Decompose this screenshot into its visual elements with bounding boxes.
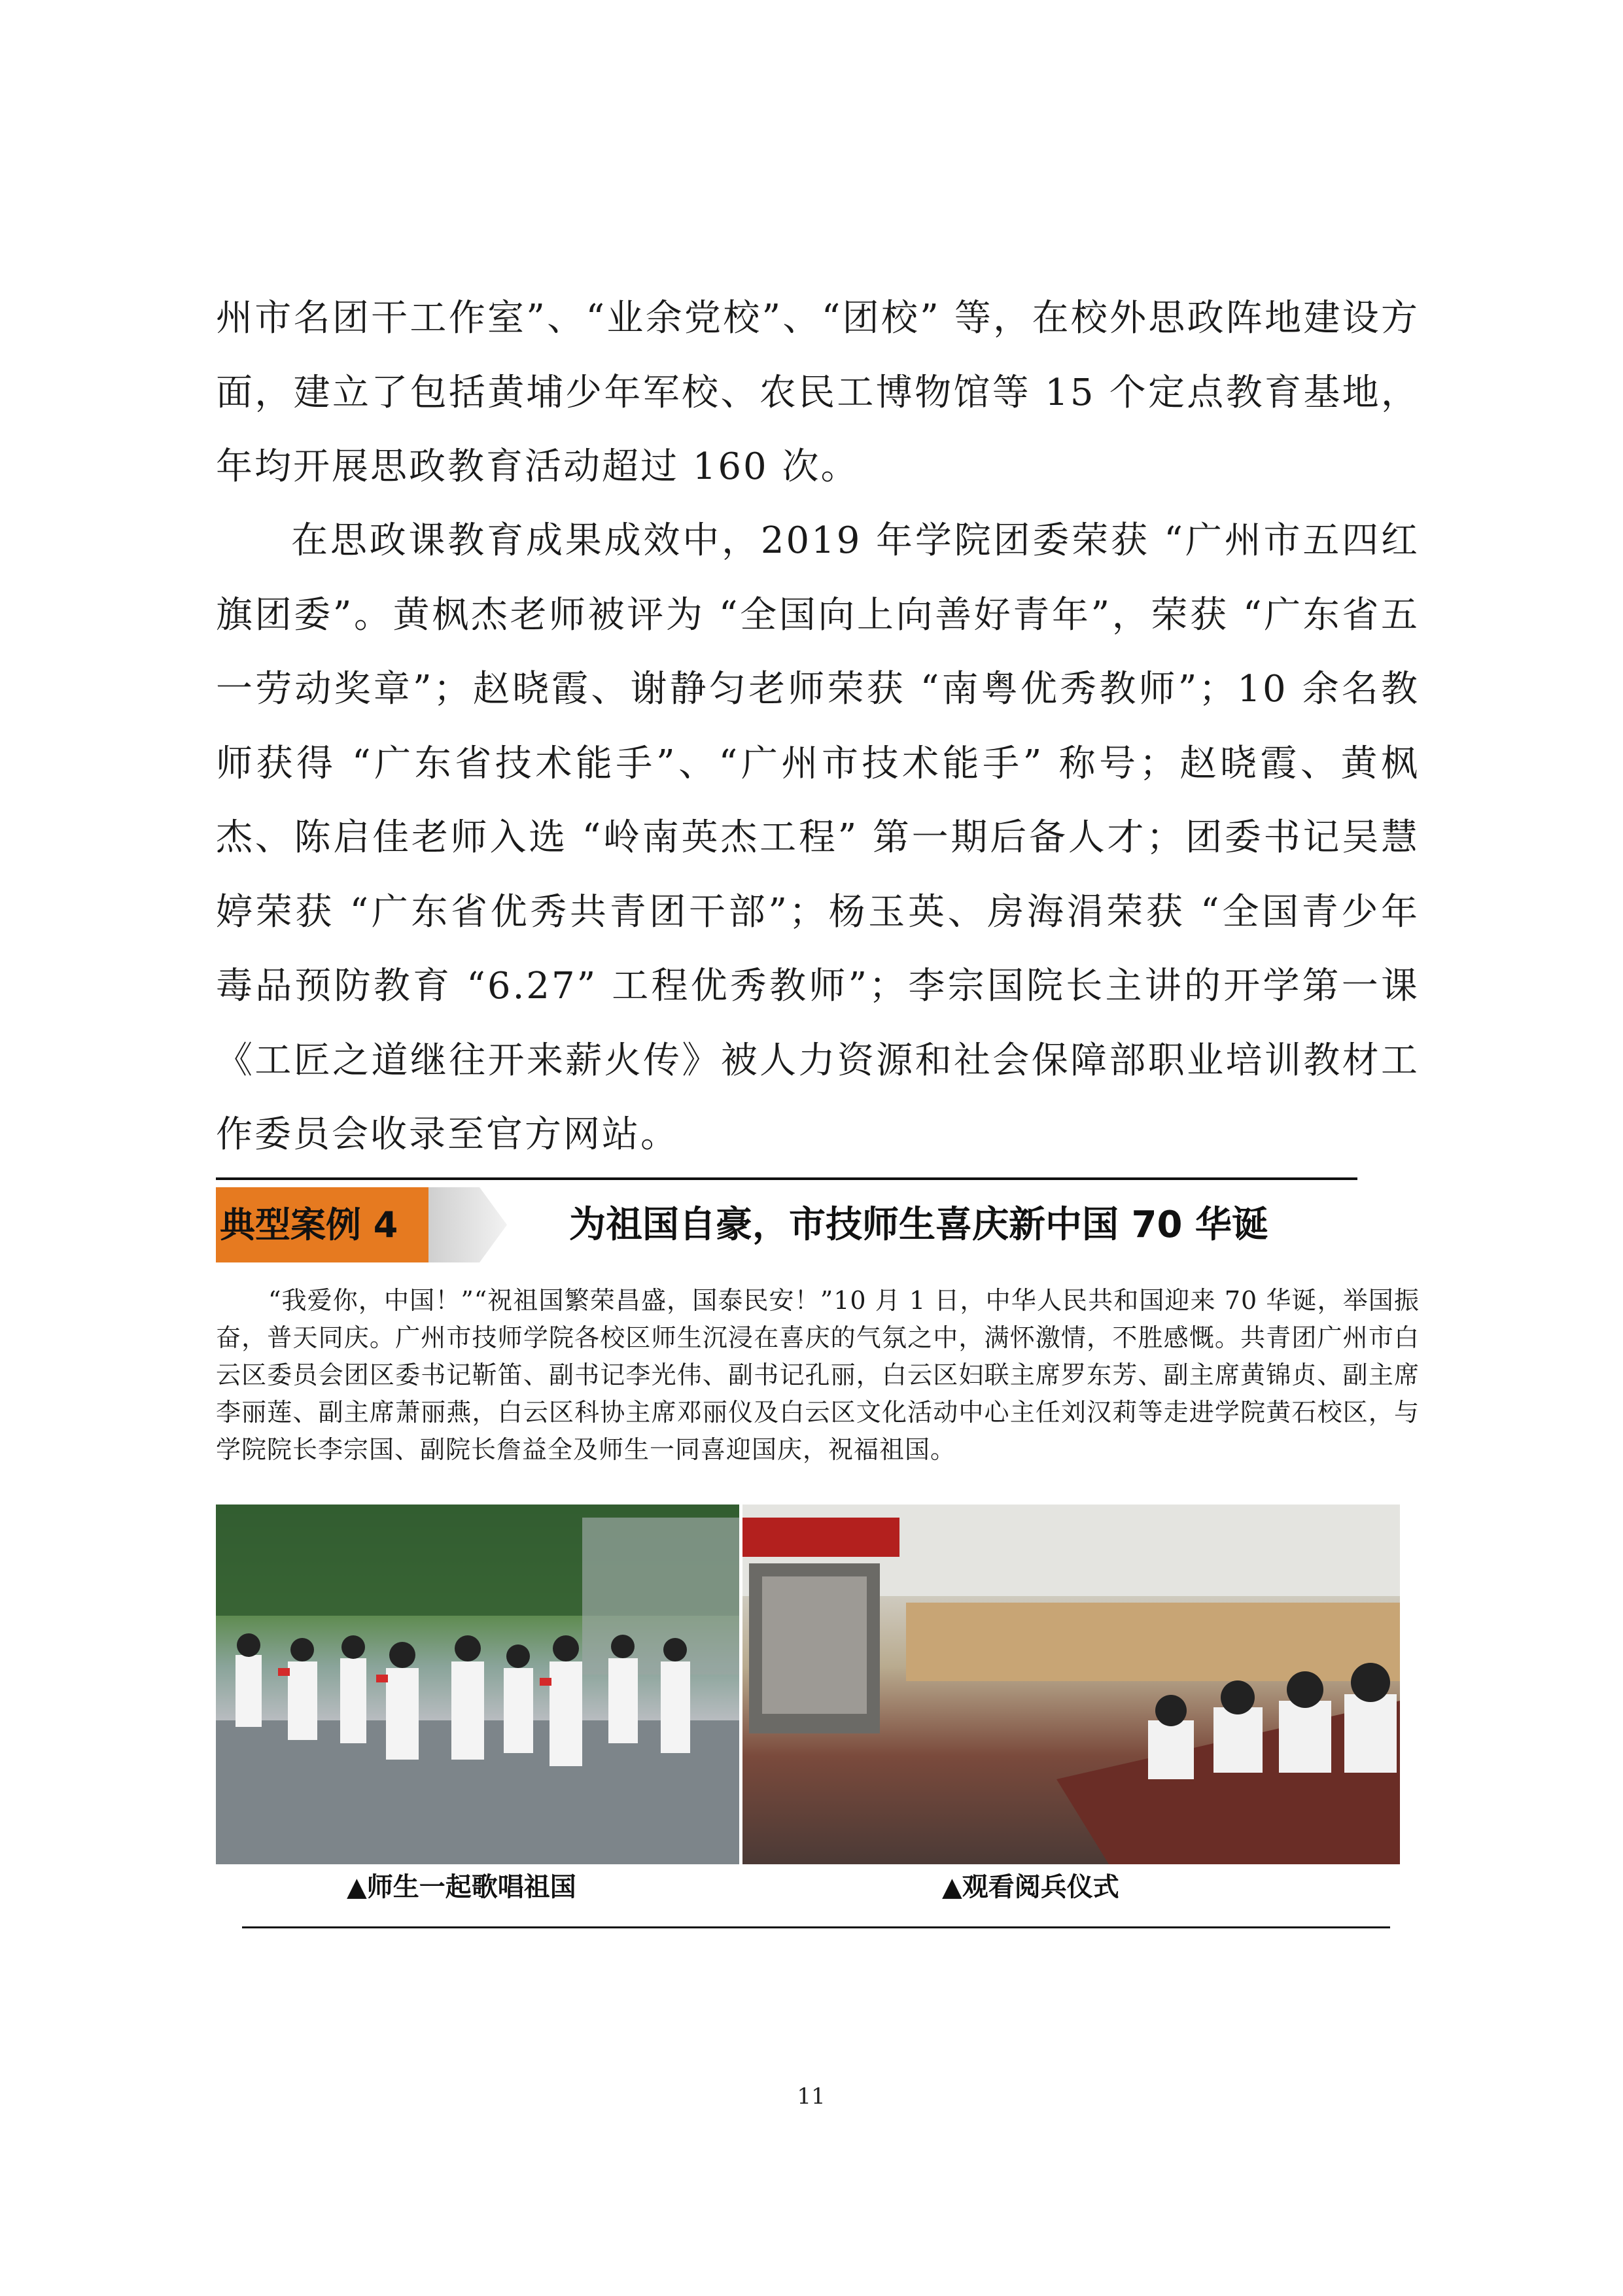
case-tag: 典型案例 4 [216,1187,428,1262]
photo-watching-parade [742,1505,1400,1864]
auditorium-illustration [742,1505,1400,1864]
photo-caption-left: ▲师生一起歌唱祖国 [347,1872,576,1902]
case-top-rule [216,1177,1357,1180]
photo-singing-together [216,1505,739,1864]
case-bottom-rule [242,1926,1390,1928]
body-paragraph-2: 在思政课教育成果成效中，2019 年学院团委荣获 “广州市五四红旗团委”。黄枫杰老师被评为 “全国向上向善好青年”，荣获 “广东省五一劳动奖章”；赵晓霞、谢静匀老师荣获 “南粤优秀教师”；10 余名教师获得 “广东省技术能手”、“广州市技术能手” 称号；赵晓霞、黄枫杰、陈启佳老师入选 “岭南英杰工程” 第一期后备人才；团委书记吴慧婷荣获 “广东省优秀共青团干部”；杨玉英、房海涓荣获 “全国青少年毒品预防教育 “6.27” 工程优秀教师”；李宗国院长主讲的开学第一课《工匠之道继往开来薪火传》被人力资源和社会保障部职业培训教材工作委员会收录至官方网站。 [216,519,1420,1156]
case-description: “我爱你，中国！”“祝祖国繁荣昌盛，国泰民安！”10 月 1 日，中华人民共和国迎来 70 华诞，举国振奋，普天同庆。广州市技师学院各校区师生沉浸在喜庆的气氛之中，满怀激情，不胜感慨。共青团广州市白云区委员会团区委书记靳笛、副书记李光伟、副书记孔丽，白云区妇联主席罗东芳、副主席黄锦贞、副主席李丽莲、副主席萧丽燕，白云区科协主席邓丽仪及白云区文化活动中心主任刘汉莉等走进学院黄石校区，与学院院长李宗国、副院长詹益全及师生一同喜迎国庆，祝福祖国。 [216,1286,1420,1464]
crowd-illustration [216,1505,739,1864]
body-paragraph-1: 州市名团干工作室”、“业余党校”、“团校” 等，在校外思政阵地建设方面，建立了包括黄埔少年军校、农民工博物馆等 15 个定点教育基地，年均开展思政教育活动超过 160 次。 [216,297,1420,488]
photo-caption-right: ▲观看阅兵仪式 [942,1872,1119,1902]
page-number: 11 [797,2083,826,2110]
case-title: 为祖国自豪，市技师生喜庆新中国 70 华诞 [569,1204,1268,1246]
case-arrow-decoration [428,1187,507,1262]
